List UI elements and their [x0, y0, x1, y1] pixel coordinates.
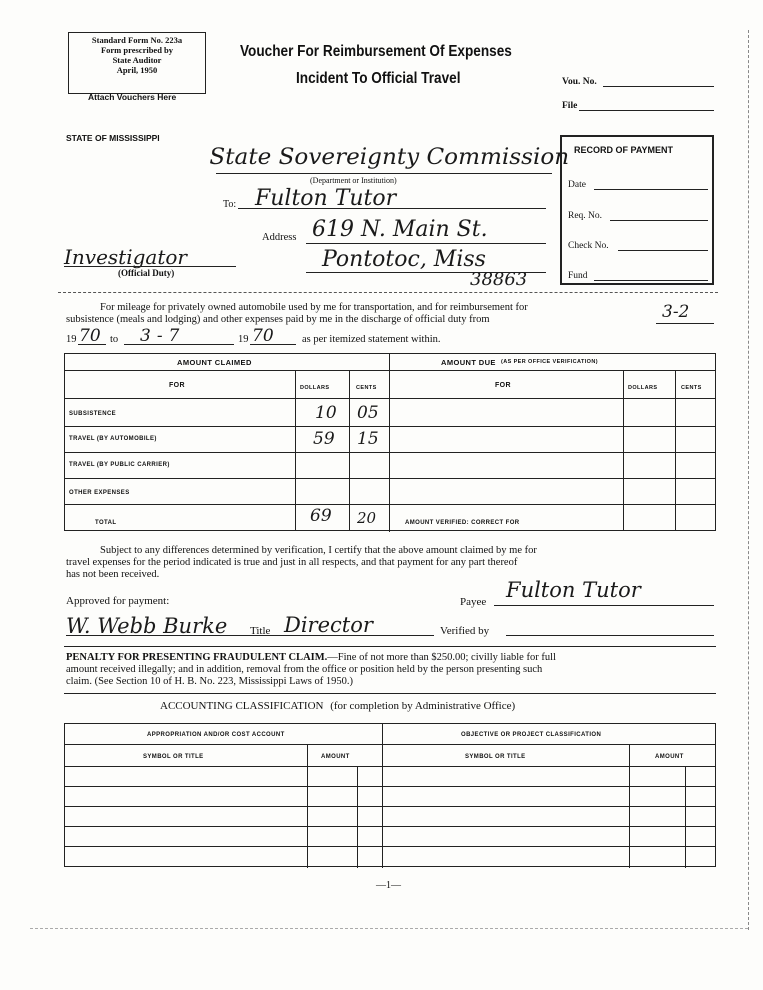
- official-duty-label: (Official Duty): [118, 268, 175, 278]
- form-title-line2: Incident To Official Travel: [296, 70, 461, 87]
- statement-line1: For mileage for privately owned automobile used by me for transportation, and for reimbursement for: [100, 302, 528, 313]
- vou-no-field[interactable]: [603, 86, 714, 87]
- payment-req-label: Req. No.: [568, 211, 603, 221]
- payment-req-field[interactable]: [610, 220, 708, 221]
- amount-table: [64, 353, 716, 531]
- amount-due-header: AMOUNT DUE: [441, 358, 496, 367]
- official-duty-line: [64, 266, 236, 267]
- payment-fund-field[interactable]: [594, 280, 708, 281]
- row-total-dollars[interactable]: 69: [310, 506, 332, 526]
- department-line: [216, 173, 552, 174]
- objective-header: OBJECTIVE OR PROJECT CLASSIFICATION: [461, 732, 602, 738]
- row-travel-public-label: TRAVEL (BY PUBLIC CARRIER): [69, 462, 170, 468]
- attach-vouchers-note: Attach Vouchers Here: [88, 92, 177, 102]
- right-symbol-label: SYMBOL OR TITLE: [465, 754, 526, 760]
- row-subsistence-cents[interactable]: 05: [357, 403, 379, 423]
- row-subsistence-label: SUBSISTENCE: [69, 411, 117, 417]
- col-for-right: FOR: [495, 382, 511, 389]
- statement-suffix: as per itemized statement within.: [302, 334, 441, 345]
- penalty-line2: amount received illegally; and in addition, removal from the office or position held by the person presenting such: [66, 664, 543, 675]
- to-value[interactable]: Fulton Tutor: [255, 186, 397, 211]
- col-dollars-left: DOLLARS: [300, 385, 330, 391]
- row-travel-auto-dollars[interactable]: 59: [313, 429, 335, 449]
- payment-check-field[interactable]: [618, 250, 708, 251]
- statement-year1-prefix: 19: [66, 334, 77, 345]
- file-label: File: [562, 101, 578, 111]
- certification-line1: Subject to any differences determined by verification, I certify that the above amount claimed by me for: [100, 545, 537, 556]
- verified-by-label: Verified by: [440, 625, 490, 637]
- statement-to-label: to: [110, 334, 119, 345]
- right-amount-label: AMOUNT: [655, 754, 684, 760]
- address-zip[interactable]: 38863: [470, 269, 528, 290]
- certification-line3: has not been received.: [66, 569, 160, 580]
- amount-due-note: (AS PER OFFICE VERIFICATION): [501, 359, 598, 365]
- right-margin-dashed: [748, 30, 749, 930]
- department-value[interactable]: State Sovereignty Commission: [209, 145, 570, 170]
- penalty-rule: [64, 646, 716, 647]
- address-label: Address: [262, 232, 297, 243]
- payee-signature[interactable]: Fulton Tutor: [506, 578, 641, 602]
- payment-date-field[interactable]: [594, 189, 708, 190]
- statement-year1[interactable]: 70: [79, 326, 101, 346]
- accounting-note: (for completion by Administrative Office): [330, 700, 516, 712]
- to-label: To:: [223, 199, 237, 210]
- col-cents-left: CENTS: [356, 385, 377, 391]
- statement-year2-line: [250, 344, 296, 345]
- payee-line: [494, 605, 714, 606]
- separator-dashed: [58, 292, 718, 293]
- col-for-left: FOR: [169, 382, 185, 389]
- statement-to-line: [124, 344, 234, 345]
- col-cents-right: CENTS: [681, 385, 702, 391]
- to-line: [238, 208, 546, 209]
- statement-line2: subsistence (meals and lodging) and other expenses paid by me in the discharge of official duty from: [66, 314, 490, 325]
- penalty-heading: PENALTY FOR PRESENTING FRAUDULENT CLAIM.: [66, 652, 328, 663]
- official-duty-value[interactable]: Investigator: [64, 245, 187, 269]
- payment-fund-label: Fund: [568, 271, 588, 281]
- row-travel-auto-cents[interactable]: 15: [357, 429, 379, 449]
- left-amount-label: AMOUNT: [321, 754, 350, 760]
- statement-year2[interactable]: 70: [252, 326, 274, 346]
- payment-date-label: Date: [568, 180, 586, 190]
- certification-line2: travel expenses for the period indicated is true and just in all respects, and that payment for any part thereof: [66, 557, 518, 568]
- row-other-expenses-label: OTHER EXPENSES: [69, 490, 130, 496]
- state-label: STATE OF MISSISSIPPI: [66, 133, 160, 143]
- statement-from-value[interactable]: 3-2: [662, 302, 690, 322]
- form-prescribed: Form prescribed by: [100, 45, 174, 55]
- record-of-payment-title: RECORD OF PAYMENT: [574, 145, 674, 155]
- row-total-cents[interactable]: 20: [357, 509, 377, 527]
- appropriation-header: APPROPRIATION AND/OR COST ACCOUNT: [147, 732, 285, 738]
- amount-claimed-header: AMOUNT CLAIMED: [177, 358, 252, 367]
- accounting-heading: ACCOUNTING CLASSIFICATION: [160, 700, 324, 712]
- approver-signature[interactable]: W. Webb Burke: [66, 614, 228, 638]
- address-line1-rule: [306, 243, 546, 244]
- penalty-line1: [66, 652, 556, 664]
- page-number: —1—: [376, 880, 401, 891]
- statement-from-line: [656, 323, 714, 324]
- vou-no-label: Vou. No.: [562, 77, 597, 87]
- penalty-line3: claim. (See Section 10 of H. B. No. 223, Mississippi Laws of 1950.): [66, 676, 353, 687]
- form-date: April, 1950: [116, 65, 158, 75]
- form-auditor: State Auditor: [112, 55, 162, 65]
- standard-form-box: [68, 32, 206, 94]
- amount-verified-label: AMOUNT VERIFIED: CORRECT FOR: [405, 520, 520, 526]
- payee-label: Payee: [460, 596, 487, 608]
- bottom-margin-dashed: [30, 928, 748, 929]
- form-title-line1: Voucher For Reimbursement Of Expenses: [240, 43, 512, 60]
- verified-by-line[interactable]: [506, 635, 714, 636]
- file-field[interactable]: [579, 110, 714, 111]
- row-subsistence-dollars[interactable]: 10: [315, 403, 337, 423]
- col-dollars-right: DOLLARS: [628, 385, 658, 391]
- row-total-label: TOTAL: [95, 520, 117, 526]
- statement-year2-prefix: 19: [238, 334, 249, 345]
- approver-line: [66, 635, 434, 636]
- payment-check-label: Check No.: [568, 241, 609, 251]
- statement-to-value[interactable]: 3-7: [140, 326, 186, 346]
- form-number: Standard Form No. 223a: [91, 35, 183, 45]
- department-label: (Department or Institution): [310, 176, 397, 185]
- accounting-table: [64, 723, 716, 867]
- penalty-text1: —Fine of not more than $250.00; civilly liable for full: [327, 652, 556, 663]
- accounting-heading-row: [160, 700, 515, 712]
- title-label: Title: [250, 625, 271, 637]
- record-of-payment-box: [560, 135, 714, 285]
- address-line2[interactable]: Pontotoc, Miss: [322, 247, 486, 272]
- left-symbol-label: SYMBOL OR TITLE: [143, 754, 204, 760]
- approved-label: Approved for payment:: [66, 595, 170, 607]
- statement-year1-line: [78, 344, 106, 345]
- row-travel-auto-label: TRAVEL (BY AUTOMOBILE): [69, 436, 157, 442]
- address-line1[interactable]: 619 N. Main St.: [312, 217, 488, 242]
- accounting-rule: [64, 693, 716, 694]
- title-value[interactable]: Director: [284, 613, 373, 637]
